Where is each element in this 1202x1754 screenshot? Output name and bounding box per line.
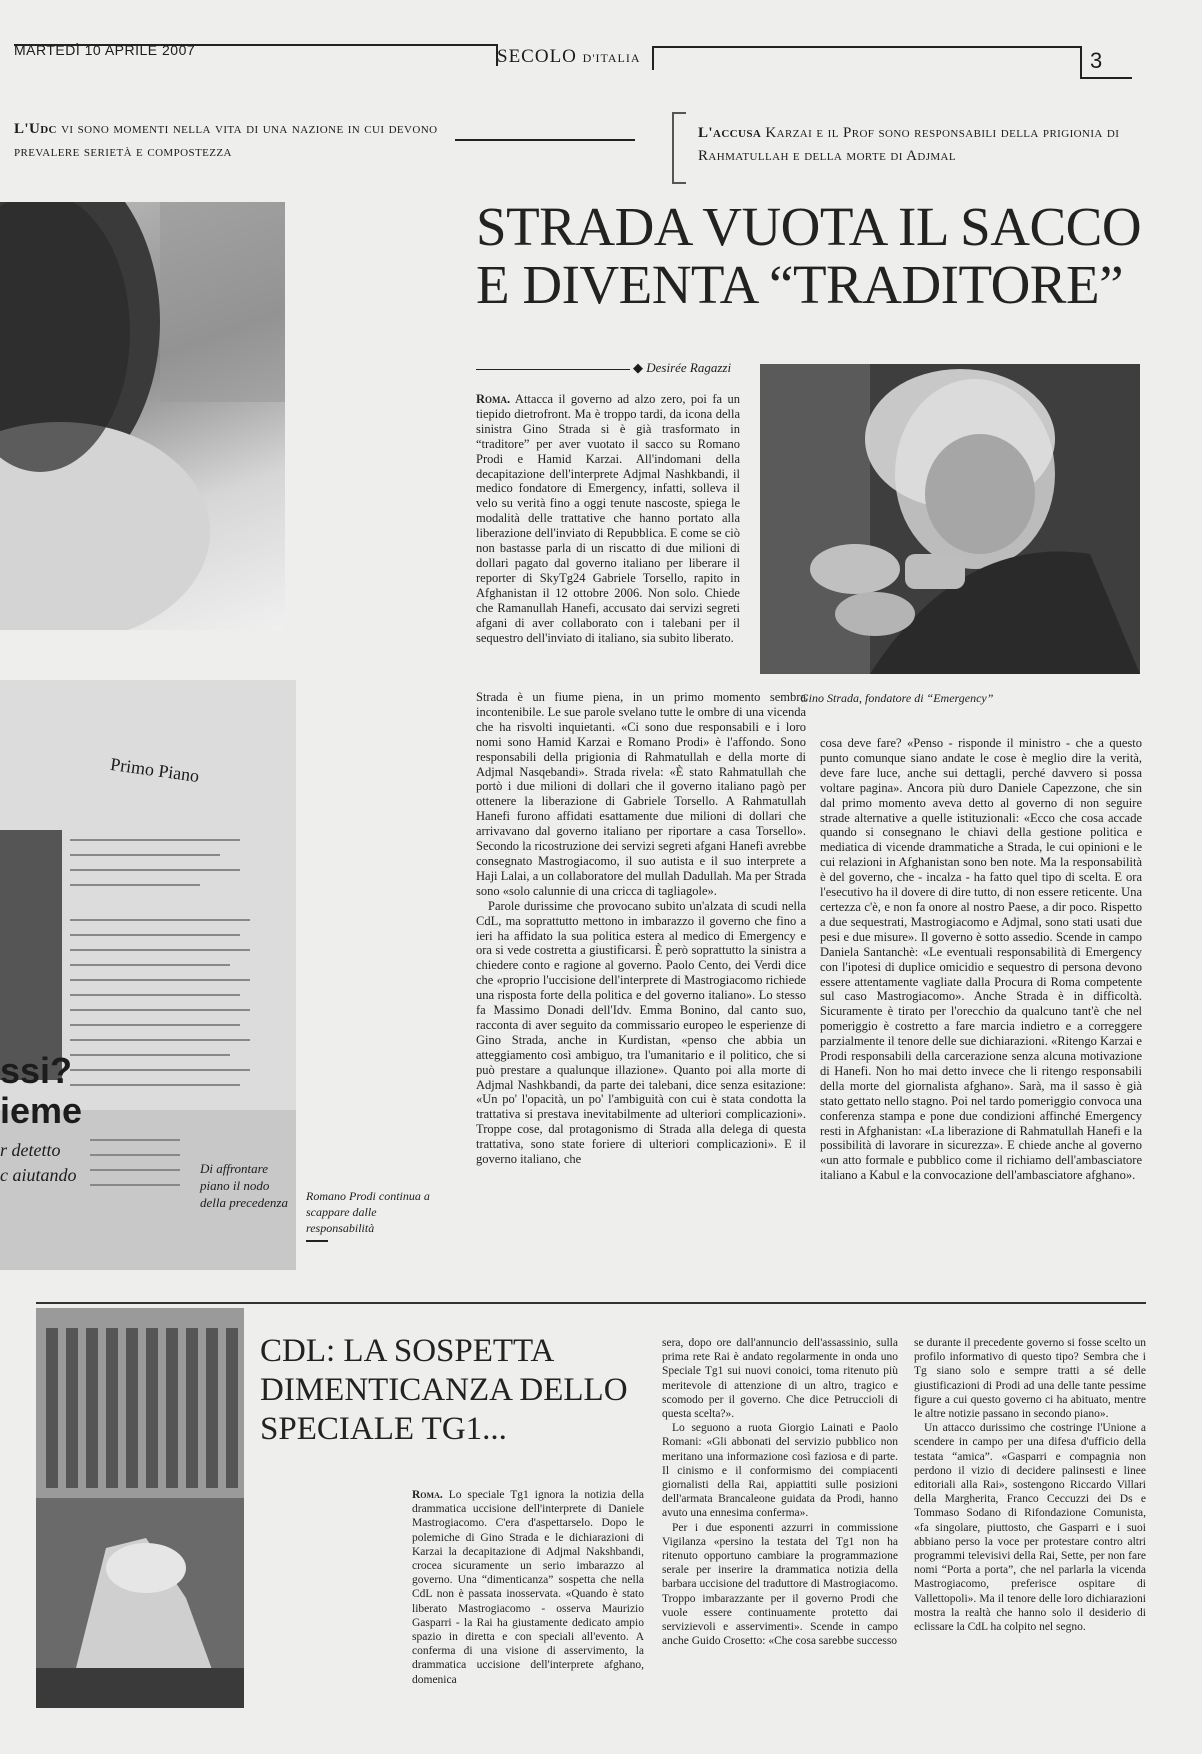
main-article-column-1 bbox=[476, 392, 740, 662]
rai-building-photo bbox=[36, 1308, 244, 1708]
header-divider-2 bbox=[652, 46, 654, 70]
page-number-box-left bbox=[1080, 46, 1082, 78]
left-top-photo bbox=[0, 202, 285, 630]
clipping-section: Primo Piano bbox=[109, 753, 201, 787]
newspaper-name-main: SECOLO bbox=[497, 46, 577, 67]
main-article-column-1b bbox=[476, 690, 806, 1265]
header-rule-right bbox=[652, 46, 1080, 48]
second-article-paragraph: Lo seguono a ruota Giorgio Lainati e Paolo Romani: «Gli abbonati del servizio pubblico non meritano una informazione così faziosa e di parte. Il cinismo e il conformismo dei compiacenti giornalisti della Rai, appiattiti sulle posizioni dell'armata Brancaleone guidata da Prodi, hanno avuto una ennesima conferma». bbox=[662, 1422, 898, 1520]
clipping-side-caption: Di affrontare piano il nodo della precedenza bbox=[200, 1161, 288, 1210]
kicker-udc-label: L'Udc bbox=[14, 121, 57, 137]
second-article-p1-text: Lo speciale Tg1 ignora la notizia della drammatica uccisione dell'interprete di Daniele Mastrogiacomo. C'era d'aspettarselo. Dopo le polemiche di Gino Strada e le dichiarazioni di Karzai la decapitazione di Adjmal Nakshbandi, crocea sicuramente un serio imbarazzo al governo. Una “dimenticanza” sospetta che nella CdL non è passata inosservata. «Quando è stato liberato Mastrogiacomo - osserva Maurizio Gasparri - la Rai ha giustamente dedicato ampio spazio in diretta e con speciali all'evento. A conferma di una visione di asservimento, la drammatica uccisione dell'interprete afghano, domenica bbox=[412, 1489, 644, 1686]
second-article-lead-paragraph bbox=[412, 1488, 644, 1687]
second-article-column-1 bbox=[412, 1488, 644, 1744]
kicker-accusa-text: Karzai e il Prof sono responsabili della prigionia di Rahmatullah e della morte di Adjmal bbox=[698, 125, 1120, 164]
second-article-dateline: Roma. bbox=[412, 1489, 443, 1501]
second-headline: CDL: LA SOSPETTA DIMENTICANZA DELLO SPECIALE TG1... bbox=[260, 1333, 628, 1447]
kicker-rule bbox=[455, 139, 635, 141]
clipping-sub-1: r detetto bbox=[0, 1140, 61, 1160]
section-separator bbox=[36, 1302, 1146, 1304]
main-article-paragraph: Parole durissime che provocano subito un'alzata di scudi nella CdL, ma soprattutto mettono in imbarazzo il governo che fino a ieri ha affidato la sua politica estera al medico di Emergency e ora si vede costretta a giustificarsi. È però soprattutto la sinistra a chiedere conto e ragione al governo. Paolo Cento, dei Verdi dice che «proprio l'uccisione dell'interprete di Mastrogiacomo richiede una risposta forte della politica e del governo italiano». Lo stesso fa Massimo Donadi dell'Idv. Emma Bonino, dal canto suo, racconta di aver seguito da commissario europeo le esperienze di Gino Strada, anche in Kurdistan, «penso che abbia un atteggiamento così ambiguo, tra l'umanitario e il politico, che si può prestare a qualunque illazione». Quanto poi alla morte di Adjmal Nashkbandi, da parte dei talebani, dice senza esitazione: «Un po' l'opacità, un po' l'ambiguità con cui è stata condotta la trattativa si prestava inevitabilmente ad ulteriori complicazioni». Troppe cose, dal protagonismo di Strada alla delega di questa trattativa, sono state foriere di ulteriori complicazioni». E il governo italiano, che bbox=[476, 898, 806, 1167]
byline-author: Desirée Ragazzi bbox=[646, 360, 732, 375]
prodi-caption: Romano Prodi continua a scappare dalle responsabilità bbox=[306, 1189, 430, 1235]
kicker-accusa bbox=[698, 122, 1158, 168]
main-headline: STRADA VUOTA IL SACCO E DIVENTA “TRADITORE” bbox=[476, 196, 1142, 315]
main-article-dateline: Roma. bbox=[476, 392, 511, 406]
strada-photo bbox=[760, 364, 1140, 674]
kicker-udc-text: vi sono momenti nella vita di una nazione in cui devono prevalere serietà e compostezza bbox=[14, 121, 438, 160]
second-article-paragraph: se durante il precedente governo si fosse scelto un profilo informativo di questo tipo? Sembra che i Tg siano solo e sempre tratti a sé delle giustificazioni di Prodi ad una delle tante pessime figure a cui questo governo ci ha abituato, mentre le altre notizie passano in secondo piano». bbox=[914, 1337, 1146, 1421]
second-article-paragraph: sera, dopo ore dall'annuncio dell'assassinio, sulla prima rete Rai è andato regolarmente in onda uno Speciale Tg1 sui nuovi conoici, toma ritenuto più meritevole di attenzione di un altro, tragico e scomodo per il governo. Che dice Petruccioli di questa scelta?». bbox=[662, 1337, 898, 1421]
page-number: 3 bbox=[1090, 48, 1103, 73]
newspaper-clipping-photo bbox=[0, 680, 296, 1270]
second-article-paragraph: Un attacco durissimo che costringe l'Unione a scendere in campo per una difesa d'ufficio della testata “amica”. «Gasparri e compagnia non perdono il vizio di decidere palinsesti e linee editoriali alla Rai», sostengono Riccardo Villari della Margherita, Franco Ceccuzzi dei Ds e Tommaso Sodano di Rifondazione Comunista, «fa singolare, piuttosto, che Gasparri e i suoi abbiano perso la voce per protestare contro altri programmi televisivi della Rai, Sette, per non fare nomi “Porta a porta”, che nel parlarla la vicenda Mastrogiacomo, preferisce ospitare di Vallettopoli». Ma il tenore delle loro dichiarazioni mostra la realtà che hanno solo il desiderio di eclissare la CdL ha colpito nel segno. bbox=[914, 1422, 1146, 1634]
main-article-paragraph: cosa deve fare? «Penso - risponde il ministro - che a questo punto comunque siano andate le cose è meglio dire la verità, deve fare luce, anche sui dettagli, perché davvero si possa voltare pagina». Ancora più duro Daniele Capezzone, che sin dal primo momento aveva detto al governo di non seguire strade alternative a quelle istituzionali: «Ecco che cosa accade quando si consegnano le chiavi della gestione politica e mediatica di vicende drammatiche a Strada, le cui opinioni e le cui relazioni in Afghanistan sono ben note. Ma la responsabilità è del governo, che - incalza - ha fatto quel tipo di scelta. E ora l'esecutivo ha il dovere di dire tutto, di non essere reticente. Una certezza c'è, e non fa onore al nostro Paese, a dir poco. Rispetto a due sequestrati, Mastrogiacomo e Adjmal, sono stati usati due pesi e due misure». Il governo è sotto assedio. Scende in campo Daniela Santanchè: «Le eventuali responsabilità di Emergency con l'ipotesi di duplice omicidio e sequestro di persona devono essere attentamente vagliate dalla Procura di Roma competente sul caso Mastrogiacomo». Anche Strada è in difficoltà. Sicuramente è tirato per l'orecchio da qualcuno tant'è che nel pomeriggio è costretto a fare marcia indietro e a correggere parzialmente il tenore delle sue dichiarazioni. «Ritengo Karzai e Prodi responsabili della carcerazione senza alcuna motivazione di Hanefi. Non ho mai detto invece che li ritengo responsabili della morte del giornalista afghano». Sarà, ma il sasso è già stato gettato nello stagno. Poi nel tardo pomeriggio convoca una conferenza stampa e pone due condizioni affinché Emergency resti in Afghanistan: «La liberazione di Rahmatullah Hanefi e la possibilità di lavorare in sicurezza». E chiede anche al governo «un atto formale e pubblico come il richiamo dell'ambasciatore italiano a Kabul e la convocazione dell'ambasciatore afghano». bbox=[820, 736, 1142, 1183]
left-top-photo-art bbox=[0, 202, 285, 630]
byline: ◆ Desirée Ragazzi bbox=[633, 360, 732, 375]
page-number-box-bottom bbox=[1080, 77, 1132, 79]
rai-building-photo-art bbox=[36, 1308, 244, 1708]
main-article-p1-text: Attacca il governo ad alzo zero, poi fa un tiepido dietrofront. Ma è troppo tardi, da icona della sinistra Gino Strada si è già trasformato in “traditore” per aver vuotato il sacco su Romano Prodi e Hamid Karzai. All'indomani della decapitazione dell'interprete Adjmal Nashkbandi, il medico fondatore di Emergency, infatti, solleva il velo su verità fino a oggi tenute nascoste, spiega le modalità delle trattative che hanno portato alla liberazione dell'inviato di Repubblica. E come se ciò non bastasse parla di un riscatto di due milioni di dollari pagato dal governo italiano per liberare il reporter di SkyTg24 Gabriele Torsello, rapito in Afghanistan il 12 ottobre 2006. Non solo. Chiede che Ramanullah Hanefi, accusato dai servizi segreti afgani di aver collaborato con i talebani per il sequestro dell'inviato di italiano, sia subito liberato. bbox=[476, 392, 740, 645]
header-date: MARTEDÌ 10 APRILE 2007 bbox=[14, 42, 196, 58]
prodi-caption-rule bbox=[306, 1240, 328, 1242]
strada-photo-caption: Gino Strada, fondatore di “Emergency” bbox=[800, 691, 994, 705]
newspaper-name bbox=[497, 46, 641, 68]
kicker-udc bbox=[14, 118, 454, 164]
main-article-lead-paragraph bbox=[476, 392, 740, 645]
second-article-paragraph: Per i due esponenti azzurri in commissione Vigilanza «persino la testata del Tg1 non ha ritenuto opportuno cambiare la programmazione serale per inserire la drammatica notizia della barbara uccisione del traduttore di Mastrogiacomo. Troppo imbarazzante per il governo Prodi che vuole essere continuamente protetto dai servizievoli e asservimenti». Scende in campo anche Guido Crosetto: «Che cosa sarebbe successo bbox=[662, 1521, 898, 1648]
clipping-sub-2: c aiutando bbox=[0, 1165, 77, 1185]
main-article-column-2 bbox=[820, 736, 1142, 1266]
strada-photo-art bbox=[760, 364, 1140, 674]
newspaper-name-sub: D'ITALIA bbox=[582, 51, 641, 65]
second-article-column-3 bbox=[914, 1336, 1146, 1744]
second-article-column-2 bbox=[662, 1336, 898, 1744]
kicker-accusa-label: L'accusa bbox=[698, 125, 762, 141]
byline-rule bbox=[476, 369, 630, 370]
clipping-headline-2: ieme bbox=[0, 1090, 83, 1131]
kicker-bracket bbox=[672, 112, 686, 184]
clipping-headline-1: ssi? bbox=[0, 1050, 73, 1091]
main-article-paragraph: Strada è un fiume piena, in un primo momento sembra incontenibile. Le sue parole svelano tutte le ombre di una vicenda che ha risvolti inquietanti. «Ci sono due responsabili e i loro nomi sono Hamid Karzai e Romano Prodi» è l'affondo. Sono responsabili della prigionia di Rahmatullah e della morte di Adjmal Nasqebandi». Strada rivela: «È stato Rahmatullah che portò i due milioni di dollari che il governo italiano pagò per ottenere la liberazione di Gabriele Torsello. A Rahmatullah Hanefi furono affidati esattamente due milioni di dollari che arrivavano dal governo italiano per riportare a casa Torsello». Secondo la ricostruzione dei servizi segreti afgani Hanefi avrebbe consegnato Mastrogiacomo, il suo autista e il suo interprete a Haji Lalai, a un collaboratore del mullah Dadullah. Ma per Strada sono «solo calunnie di una cricca di tagliagole». bbox=[476, 690, 806, 898]
